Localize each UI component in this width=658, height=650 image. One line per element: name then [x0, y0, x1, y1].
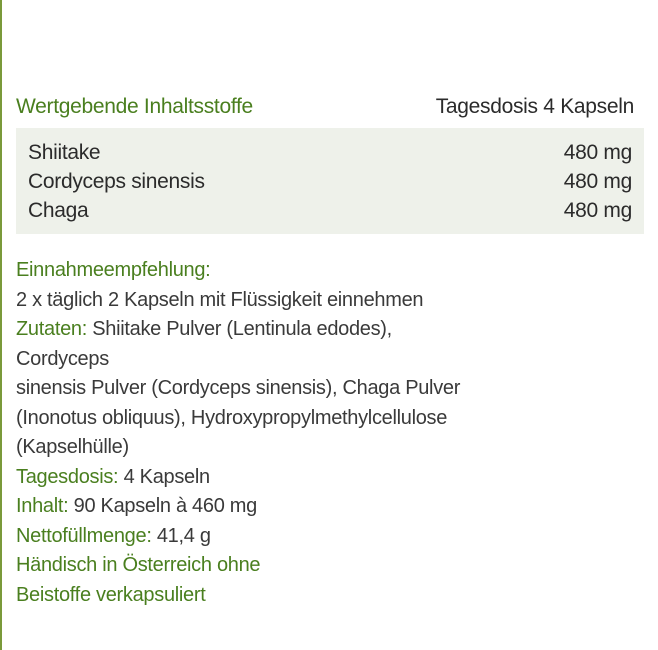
ingredients-table: [16, 128, 644, 234]
net-weight-line: [16, 522, 486, 552]
ingredient-name: Cordyceps sinensis: [28, 170, 205, 193]
intake-text: 2 x täglich 2 Kapseln mit Flüssigkeit einnehmen: [16, 288, 424, 311]
content-text: 90 Kapseln à 460 mg: [68, 495, 257, 517]
ingredients-text-1: Shiitake Pulver (Lentinula edodes), Cordyceps: [16, 318, 392, 370]
ingredients-text-4: (Kapselhülle): [16, 436, 129, 458]
ingredient-amount: 480 mg: [563, 141, 632, 164]
ingredients-text-3: (Inonotus obliquus), Hydroxypropylmethylcellulose: [16, 406, 448, 429]
handmade-note-1: Händisch in Österreich ohne: [16, 554, 261, 576]
ingredients-label: Zutaten:: [16, 318, 87, 340]
table-row: [28, 196, 632, 225]
net-weight-text: 41,4 g: [151, 524, 211, 547]
daily-dose-label: Tagesdosis:: [16, 465, 119, 488]
intake-label: Einnahmeempfehlung:: [16, 259, 211, 281]
product-info: [16, 256, 486, 610]
ingredient-amount: 480 mg: [563, 199, 632, 222]
header-daily-dose: Tagesdosis 4 Kapseln: [435, 95, 634, 118]
table-row: [28, 138, 632, 167]
handmade-note-2: Beistoffe verkapsuliert: [16, 583, 206, 606]
daily-dose-line: [16, 463, 486, 493]
left-border-rule: [0, 0, 2, 650]
ingredients-text-2: sinensis Pulver (Cordyceps sinensis), Chaga Pulver: [16, 377, 461, 399]
daily-dose-text: 4 Kapseln: [118, 465, 210, 488]
content-label: Inhalt:: [16, 495, 69, 517]
ingredient-amount: 480 mg: [563, 170, 632, 193]
ingredient-name: Shiitake: [28, 141, 101, 164]
header-label: Wertgebende Inhaltsstoffe: [16, 95, 253, 118]
ingredients-header: [16, 95, 634, 119]
ingredients-list: [16, 315, 486, 374]
table-row: [28, 167, 632, 196]
net-weight-label: Nettofüllmenge:: [16, 524, 152, 547]
content-line: [16, 492, 486, 522]
ingredient-name: Chaga: [28, 199, 89, 222]
